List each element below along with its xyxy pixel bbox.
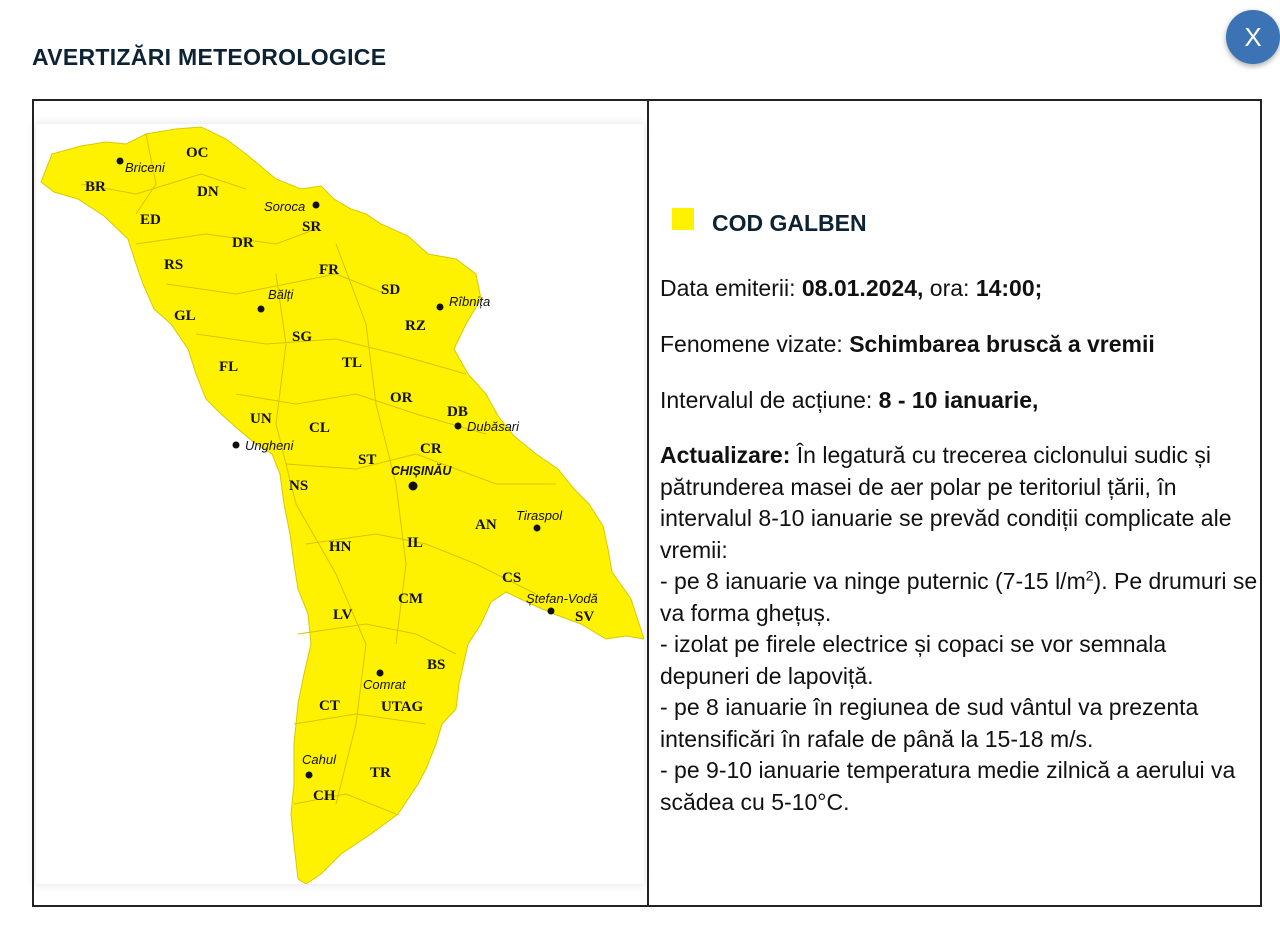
district-label: TR <box>370 765 391 781</box>
update-item-wind: - pe 8 ianuarie în regiunea de sud vântul va prezenta intensificări în rafale de până la 15-18 m/s. <box>660 694 1199 752</box>
moldova-map <box>36 124 644 884</box>
city-marker <box>548 608 555 615</box>
district-label: SR <box>302 219 322 235</box>
update-item-snow: - pe 8 ianuarie va ninge puternic (7-15 $l/m^2$). Pe drumuri se va forma ghețuș. <box>660 567 1258 626</box>
district-label: DN <box>197 184 219 200</box>
district-label: TL <box>342 355 363 371</box>
city-marker <box>117 158 124 165</box>
district-label: AN <box>475 517 497 533</box>
district-label: ST <box>358 452 377 468</box>
district-label: BR <box>85 179 106 195</box>
warning-code: COD GALBEN <box>712 210 867 236</box>
district-label: OR <box>390 390 413 406</box>
legend-color-square <box>672 208 694 230</box>
close-button[interactable]: X <box>1226 10 1280 64</box>
city-label-capital: CHIȘINĂU <box>391 464 452 478</box>
interval-label: Intervalul de acțiune: <box>660 387 873 413</box>
district-label: SD <box>381 282 401 298</box>
city-label: Ungheni <box>245 438 294 453</box>
issue-label: Data emiterii: <box>660 275 796 301</box>
city-marker <box>306 772 313 779</box>
city-label: Briceni <box>125 160 165 175</box>
district-label: LV <box>333 607 353 623</box>
city-label: Comrat <box>363 677 406 692</box>
interval-value: 8 - 10 ianuarie, <box>878 387 1039 413</box>
district-label: NS <box>289 478 309 494</box>
city-label: Bălți <box>268 287 294 302</box>
moldova-shape <box>41 127 644 884</box>
update-text: În legatură cu trecerea ciclonului sudic și pătrunderea masei de aer polar pe teritoriul țării, în intervalul 8-10 ianuarie se prevăd condiții complicate ale vremii: <box>660 442 1232 563</box>
district-label: CM <box>398 591 423 607</box>
update-item-sleet: - izolat pe firele electrice și copaci se vor semnala depuneri de lapoviță. <box>660 631 1167 689</box>
city-label: Tiraspol <box>516 508 563 523</box>
district-label: FL <box>219 359 239 375</box>
district-label: HN <box>329 539 352 555</box>
city-label: Dubăsari <box>467 419 520 434</box>
district-label: CS <box>502 570 522 586</box>
city-marker <box>437 304 444 311</box>
warning-map <box>36 124 644 884</box>
district-label: DR <box>232 235 254 251</box>
phenomena-value: Schimbarea bruscă a vremii <box>849 331 1155 357</box>
issue-date-line <box>660 275 1042 302</box>
update-item-temperature: - pe 9-10 ianuarie temperatura medie zilnică a aerului va scădea cu 5-10°C. <box>660 757 1236 815</box>
city-label: Rîbnița <box>449 294 491 309</box>
district-label: RZ <box>405 318 426 334</box>
district-label: FR <box>319 262 339 278</box>
page-title: AVERTIZĂRI METEOROLOGICE <box>32 44 387 70</box>
issue-date: 08.01.2024, <box>801 275 924 301</box>
district-label: CT <box>319 698 340 714</box>
district-label: DB <box>447 404 468 420</box>
issue-hour: 14:00; <box>975 275 1043 301</box>
city-marker <box>313 202 320 209</box>
district-label: RS <box>164 257 184 273</box>
city-marker <box>377 670 384 677</box>
district-label: CL <box>309 420 330 436</box>
phenomena-label: Fenomene vizate: <box>660 331 843 357</box>
district-label: CH <box>313 788 336 804</box>
district-label: GL <box>174 308 196 324</box>
district-label: UTAG <box>381 699 424 715</box>
city-marker <box>534 525 541 532</box>
city-marker <box>455 423 462 430</box>
district-label: OC <box>186 145 209 161</box>
interval-line <box>660 387 1038 414</box>
panel-divider <box>647 99 649 907</box>
district-label: SG <box>292 329 313 345</box>
city-marker <box>233 442 240 449</box>
district-label: BS <box>427 657 446 673</box>
district-label: UN <box>250 411 272 427</box>
update-text-block <box>660 440 1260 818</box>
city-label: Ștefan-Vodă <box>526 591 598 606</box>
district-label: IL <box>407 535 423 551</box>
city-marker <box>258 306 265 313</box>
district-label: ED <box>140 212 161 228</box>
city-label: Cahul <box>302 752 336 767</box>
district-label: CR <box>420 441 442 457</box>
update-label: Actualizare: <box>660 442 791 468</box>
district-label: SV <box>575 609 595 625</box>
city-label: Soroca <box>264 199 306 214</box>
city-marker <box>409 482 418 491</box>
hour-label: ora: <box>929 275 970 301</box>
phenomena-line <box>660 331 1155 358</box>
